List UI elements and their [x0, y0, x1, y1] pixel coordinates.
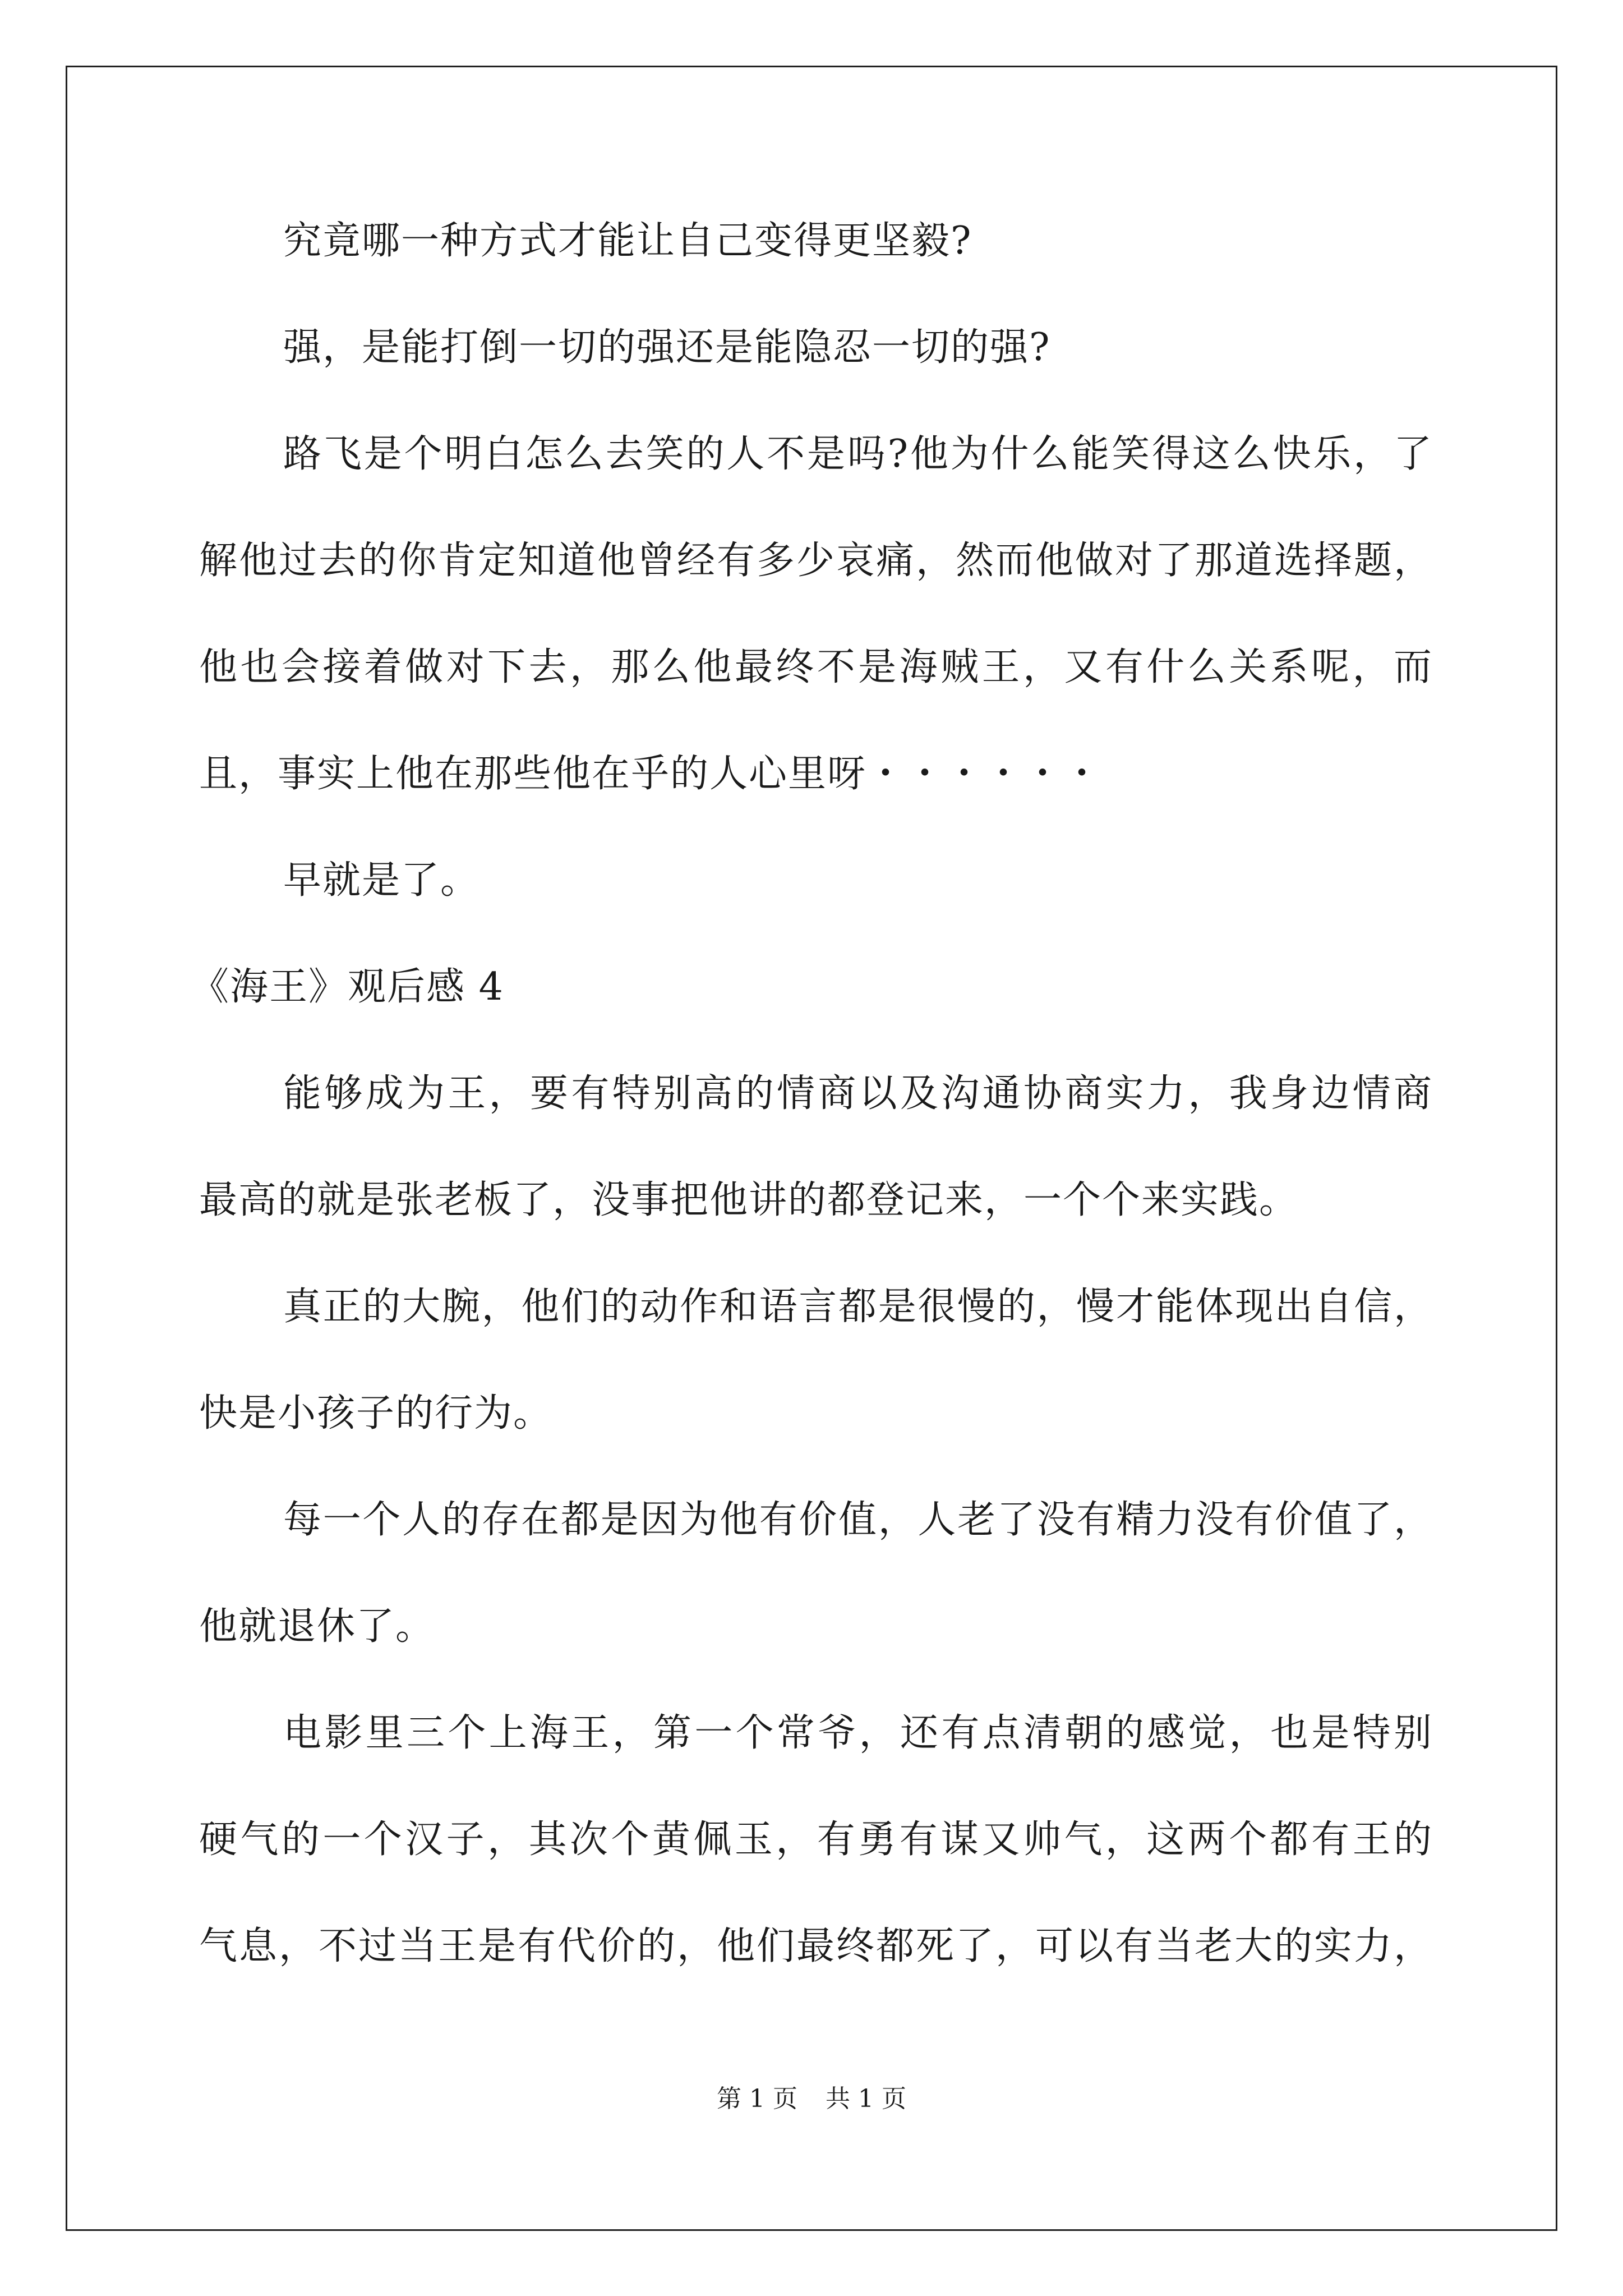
paragraph-line: 且，事实上他在那些他在乎的人心里呀・・・・・・ [199, 752, 1103, 796]
page-footer [0, 2078, 1623, 2114]
paragraph-line: 解他过去的你肯定知道他曾经有多少哀痛，然而他做对了那道选择题， [199, 539, 1433, 583]
paragraph-line: 电影里三个上海王，第一个常爷，还有点清朝的感觉，也是特别 [283, 1711, 1433, 1755]
paragraph-line: 快是小孩子的行为。 [199, 1391, 553, 1435]
paragraph-line: 硬气的一个汉子，其次个黄佩玉，有勇有谋又帅气，这两个都有王的 [199, 1818, 1433, 1862]
paragraph-line: 究竟哪一种方式才能让自己变得更坚毅? [283, 219, 972, 263]
paragraph-line: 每一个人的存在都是因为他有价值，人老了没有精力没有价值了， [283, 1498, 1433, 1542]
paragraph-line: 最高的就是张老板了，没事把他讲的都登记来，一个个来实践。 [199, 1178, 1299, 1222]
paragraph-line: 能够成为王，要有特别高的情商以及沟通协商实力，我身边情商 [283, 1071, 1433, 1116]
page-number-current: 第 1 页 [717, 2085, 797, 2113]
paragraph-line: 他也会接着做对下去，那么他最终不是海贼王，又有什么关系呢，而 [199, 645, 1433, 689]
document-body [191, 219, 1433, 2031]
paragraph-line: 强，是能打倒一切的强还是能隐忍一切的强? [283, 325, 1051, 370]
paragraph-line: 气息，不过当王是有代价的，他们最终都死了，可以有当老大的实力， [199, 1924, 1433, 1968]
paragraph-line: 路飞是个明白怎么去笑的人不是吗?他为什么能笑得这么快乐，了 [283, 432, 1433, 476]
paragraph-line: 他就退休了。 [199, 1604, 435, 1649]
page-number-total: 共 1 页 [826, 2085, 906, 2113]
paragraph-line: 真正的大腕，他们的动作和语言都是很慢的，慢才能体现出自信， [283, 1285, 1433, 1329]
paragraph-line: 早就是了。 [283, 858, 480, 903]
section-heading: 《海王》观后感 4 [191, 965, 504, 1009]
